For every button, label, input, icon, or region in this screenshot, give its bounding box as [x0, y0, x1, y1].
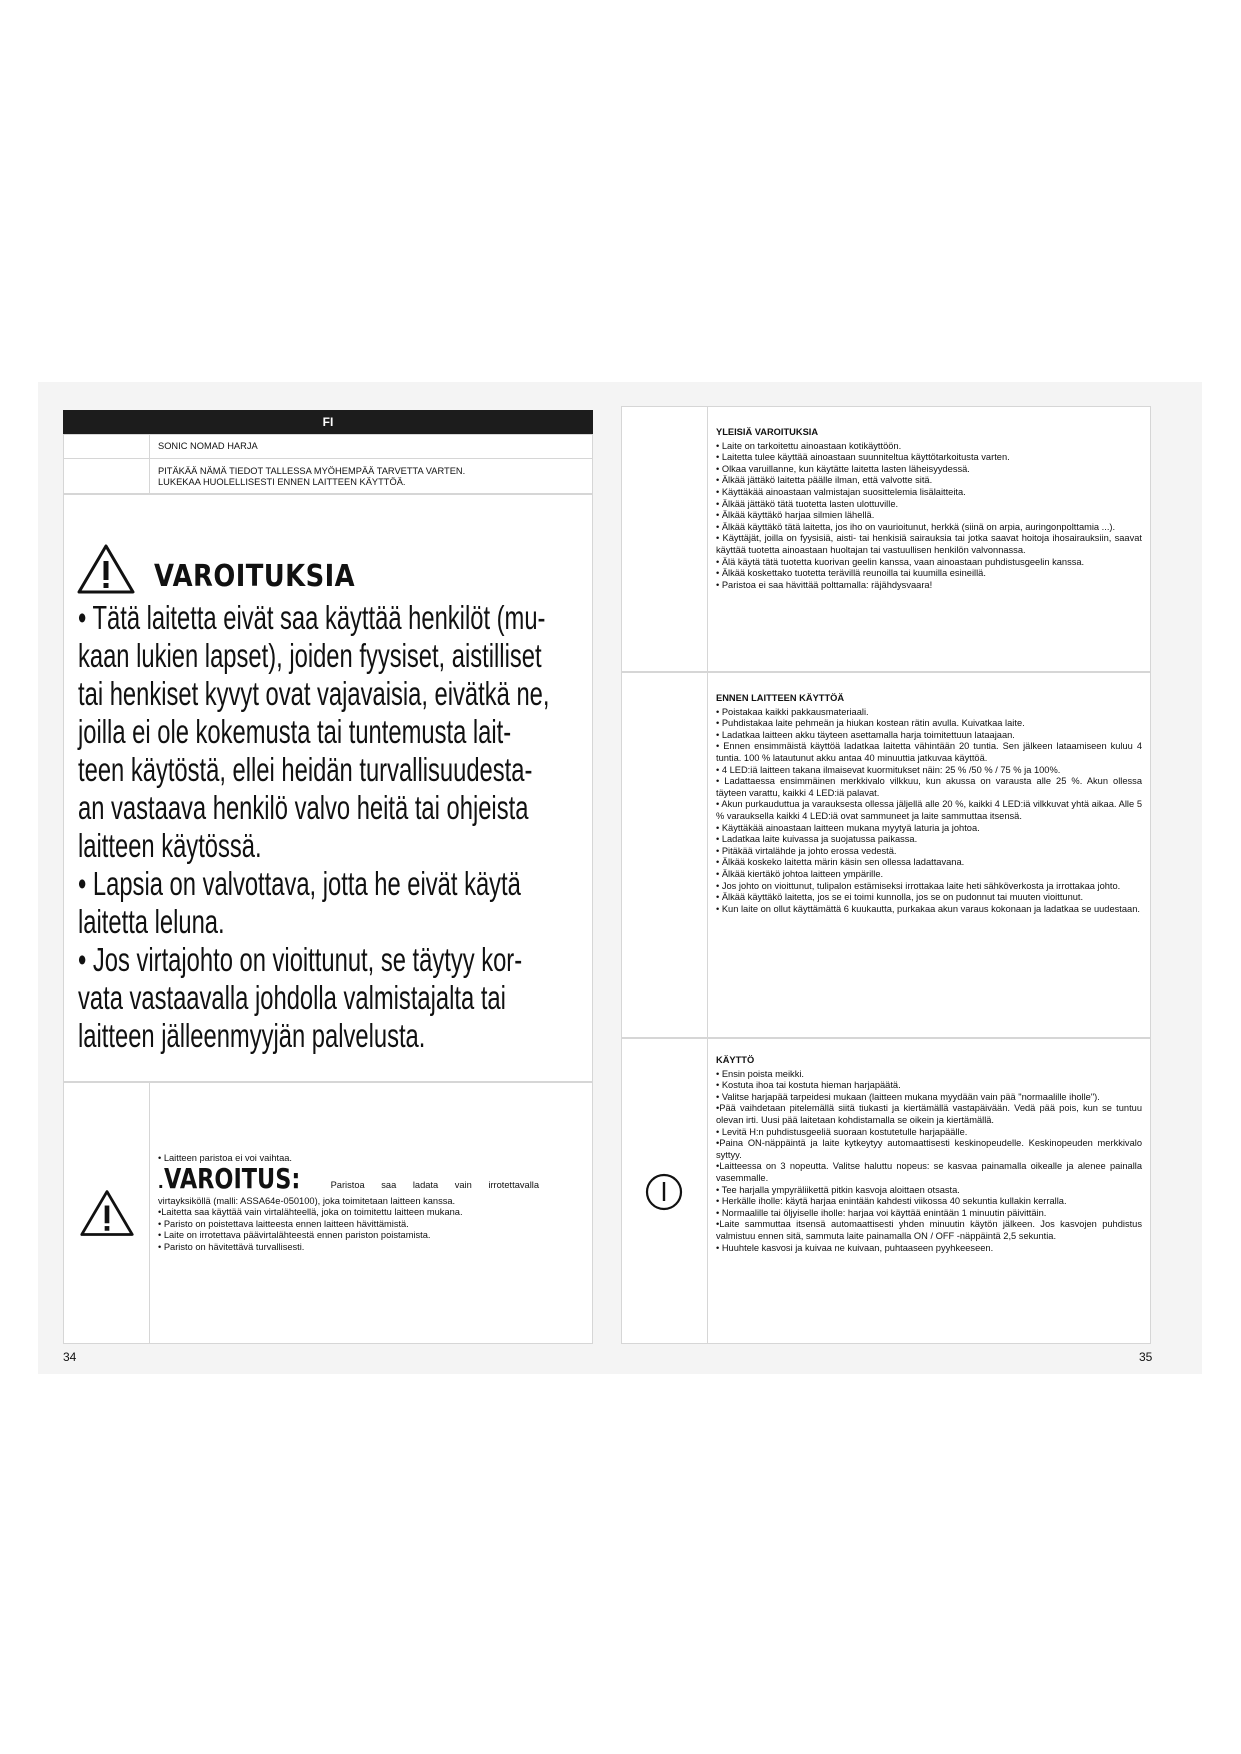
battery-text — [158, 1153, 583, 1254]
warnings-line: joilla ei ole kokemusta tai tuntemusta lait- — [78, 713, 512, 750]
battery-line: • Paristo on poistettava laitteesta ennen laitteen hävittämistä. — [158, 1218, 409, 1229]
usage-line: •Pää vaihdetaan pitelemällä siitä tiukasti ja kiertämällä vastapäivään. Vedä pää pois, kun se tuntuu olevan irti. Uusi pää laitetaan kohdistamalla se oikein ja kiertämällä. — [716, 1103, 1142, 1125]
warnings-title: VAROITUKSIA — [154, 559, 356, 594]
warnings-line: • Jos virtajohto on vioittunut, se täytyy kor- — [78, 941, 523, 978]
before-use-icon-column — [622, 673, 708, 1037]
before-use-cell — [621, 672, 1151, 1038]
before-use-line: • Käyttäkää ainoastaan laitteen mukana myytyä laturia ja johtoa. — [716, 822, 980, 833]
usage-line: • Levitä H:n puhdistusgeeliä suoraan kostutetulle harjapäälle. — [716, 1126, 968, 1137]
header-divider — [64, 458, 592, 459]
before-use-line: • Akun purkauduttua ja varauksesta ollessa jäljellä alle 20 %, kaikki 4 LED:iä vilkkuvat yhtä aikaa. Alle 5 % varauksella kaikki 4 LED:iä ovat sammuneet ja laite sammuttaa itsensä. — [716, 799, 1142, 821]
usage-line: • Tee harjalla ympyräliikettä pitkin kasvoja aloittaen otsasta. — [716, 1184, 960, 1195]
before-use-line: • Ladatkaa laitteen akku täyteen asettamalla harja toimitettuun lataajaan. — [716, 729, 1015, 740]
page-number-left: 34 — [63, 1350, 77, 1364]
before-use-line: • Poistakaa kaikki pakkausmateriaali. — [716, 706, 869, 717]
general-line: • Älkää käyttäkö harjaa silmien lähellä. — [716, 510, 875, 521]
warnings-line: laitteen käytössä. — [78, 827, 262, 864]
before-use-line: • Puhdistakaa laite pehmeän ja hiukan kostean rätin avulla. Kuivatkaa laite. — [716, 718, 1025, 729]
usage-line: •Laitteessa on 3 nopeutta. Valitse haluttu nopeus: se kasvaa painamalla oikealle ja alenee painalla vasemmalle. — [716, 1161, 1142, 1183]
usage-line: •Paina ON-näppäintä ja laite kytkeytyy automaattisesti keskinopeudelle. Keskinopeuden merkkivalo syttyy. — [716, 1138, 1142, 1160]
before-use-line: • Ladattaessa ensimmäinen merkkivalo vilkkuu, kun akussa on varausta alle 25 %. Akun ollessa täyteen varattu, kaikki 4 LED:iä palavat. — [716, 776, 1142, 798]
usage-cell — [621, 1038, 1151, 1344]
manual-spread — [38, 382, 1202, 1374]
warnings-line: vata vastaavalla johdolla valmistajalta tai — [78, 979, 506, 1016]
product-name: SONIC NOMAD HARJA — [158, 441, 258, 451]
general-line: • Älkää jättäkö laitetta päälle ilman, että valvotte sitä. — [716, 475, 933, 486]
before-use-line: • Pitäkää virtalähde ja johto erossa vedestä. — [716, 845, 897, 856]
before-use-text — [716, 693, 1142, 915]
battery-line: • Laite on irrotettava päävirtalähteestä ennen pariston poistamista. — [158, 1230, 431, 1241]
varoitus-prefix: . — [158, 1170, 164, 1193]
info-circle-icon — [644, 1172, 684, 1212]
usage-icon-column — [622, 1039, 708, 1343]
general-warnings-cell — [621, 406, 1151, 672]
warnings-line: an vastaava henkilö valvo heitä tai ohjeista — [78, 789, 529, 826]
keep-line-2: LUKEKAA HUOLELLISESTI ENNEN LAITTEEN KÄYTTÖÄ. — [158, 477, 406, 487]
battery-line: •Laitetta saa käyttää vain virtalähteellä, joka on toimitettu laitteen mukana. — [158, 1207, 463, 1218]
warning-triangle-icon — [79, 1188, 135, 1238]
general-warnings-title: YLEISIÄ VAROITUKSIA — [716, 427, 819, 437]
general-line: • Käyttäjät, joilla on fyysisiä, aisti- tai henkisiä sairauksia tai jotka saavat hoitoja ihosairauksiin, saavat käyttää tuotetta ainoastaan huoltajan tai vastuullisen henkilön valvonnassa. — [716, 533, 1142, 555]
warnings-cell — [63, 494, 593, 1082]
general-line: • Käyttäkää ainoastaan valmistajan suosittelemia lisälaitteita. — [716, 486, 966, 497]
usage-line: • Herkälle iholle: käytä harjaa enintään kahdesti viikossa 40 sekuntia kullakin kerralla. — [716, 1196, 1067, 1207]
battery-line: virtayksiköllä (malli: ASSA64e-050100), joka toimitetaan laitteen kanssa. — [158, 1195, 456, 1206]
general-line: • Laitetta tulee käyttää ainoastaan suunniteltua käyttötarkoitusta varten. — [716, 452, 1010, 463]
usage-line: • Kostuta ihoa tai kostuta hieman harjapäätä. — [716, 1080, 901, 1091]
page-number-right: 35 — [1139, 1350, 1153, 1364]
header-cell — [63, 434, 593, 494]
general-line: • Laite on tarkoitettu ainoastaan kotikäyttöön. — [716, 440, 902, 451]
warnings-line: • Lapsia on valvottava, jotta he eivät käytä — [78, 865, 521, 902]
warnings-line: kaan lukien lapset), joiden fyysiset, aistilliset — [78, 637, 542, 674]
usage-line: •Laite sammuttaa itsensä automaattisesti yhden minuutin käytön jälkeen. Jos kasvojen puhdistus valmistuu ennen sitä, sammuta laite painamalla ON / OFF -näppäintä 2,5 sekuntia. — [716, 1219, 1142, 1241]
usage-text — [716, 1055, 1142, 1254]
warnings-text — [78, 599, 550, 1055]
before-use-line: • 4 LED:iä laitteen takana ilmaisevat kuormitukset näin: 25 % /50 % / 75 % ja 100%. — [716, 764, 1061, 775]
before-use-line: • Ladatkaa laite kuivassa ja suojatussa paikassa. — [716, 834, 918, 845]
general-line: • Älkää koskettako tuotetta terävillä reunoilla tai kuumilla esineillä. — [716, 568, 986, 579]
before-use-line: • Ennen ensimmäistä käyttöä ladatkaa laitetta vähintään 20 tuntia. Sen jälkeen lataamiseen kuluu 4 tuntia. 100 % latautunut akku antaa 40 minuuttia jatkuvaa käyttöä. — [716, 741, 1142, 763]
warnings-line: tai henkiset kyvyt ovat vajavaisia, eivätkä ne, — [78, 675, 550, 712]
general-line: • Olkaa varuillanne, kun käytätte laitetta lasten läheisyydessä. — [716, 463, 970, 474]
left-page — [38, 382, 621, 1374]
before-use-line: • Jos johto on vioittunut, tulipalon estämiseksi irrottakaa laite heti sähköverkosta ja irrottakaa johto. — [716, 880, 1121, 891]
header-icon-column — [64, 435, 150, 493]
general-icon-column — [622, 407, 708, 671]
warnings-line: laitetta leluna. — [78, 903, 225, 940]
general-line: • Älkää käyttäkö tätä laitetta, jos iho on vaurioitunut, herkkä (siinä on arpia, auringonpolttamia ...). — [716, 521, 1116, 532]
language-bar: FI — [63, 410, 593, 434]
usage-line: • Ensin poista meikki. — [716, 1068, 804, 1079]
before-use-title: ENNEN LAITTEEN KÄYTTÖÄ — [716, 693, 845, 703]
general-line: • Paristoa ei saa hävittää polttamalla: räjähdysvaara! — [716, 579, 933, 590]
varoitus-line — [158, 1161, 583, 1196]
before-use-line: • Älkää kiertäkö johtoa laitteen ympärille. — [716, 868, 884, 879]
usage-line: • Huuhtele kasvosi ja kuivaa ne kuivaan, puhtaaseen pyyhkeeseen. — [716, 1242, 994, 1253]
battery-icon-column — [64, 1083, 150, 1343]
varoitus-rest: Paristoa saa ladata vain irrotettavalla — [313, 1179, 540, 1190]
usage-line: • Normaalille tai öljyiselle iholle: harjaa voi käyttää enintään 1 minuutin päivittäin. — [716, 1207, 1047, 1218]
varoitus-word: VAROITUS: — [163, 1161, 300, 1195]
usage-line: • Valitse harjapää tarpeidesi mukaan (laitteen mukana myydään vain pää "normaalille iholle"). — [716, 1091, 1100, 1102]
general-line: • Älkää jättäkö tätä tuotetta lasten ulottuville. — [716, 498, 899, 509]
before-use-line: • Kun laite on ollut käyttämättä 6 kuukautta, purkakaa akun varaus kokonaan ja ladatkaa se uudestaan. — [716, 903, 1140, 914]
battery-intro: • Laitteen paristoa ei voi vaihtaa. — [158, 1153, 293, 1163]
keep-instructions — [158, 466, 465, 488]
keep-line-1: PITÄKÄÄ NÄMÄ TIEDOT TALLESSA MYÖHEMPÄÄ TARVETTA VARTEN. — [158, 466, 466, 476]
warnings-line: • Tätä laitetta eivät saa käyttää henkilöt (mu- — [78, 599, 546, 636]
warning-triangle-icon — [76, 543, 136, 595]
before-use-line: • Älkää koskeko laitetta märin käsin sen ollessa ladattavana. — [716, 857, 965, 868]
battery-cell — [63, 1082, 593, 1344]
general-line: • Älä käytä tätä tuotetta kuorivan geelin kanssa, vaan ainoastaan puhdistusgeelin kanssa. — [716, 556, 1085, 567]
right-page — [621, 382, 1202, 1374]
before-use-line: • Älkää käyttäkö laitetta, jos se ei toimi kunnolla, jos se on pudonnut tai muuten vioittunut. — [716, 892, 1084, 903]
battery-line: • Paristo on hävitettävä turvallisesti. — [158, 1241, 305, 1252]
warnings-line: teen käytöstä, ellei heidän turvallisuudesta- — [78, 751, 533, 788]
warnings-line: laitteen jälleenmyyjän palvelusta. — [78, 1017, 426, 1054]
general-warnings-text — [716, 427, 1142, 591]
usage-title: KÄYTTÖ — [716, 1055, 755, 1065]
